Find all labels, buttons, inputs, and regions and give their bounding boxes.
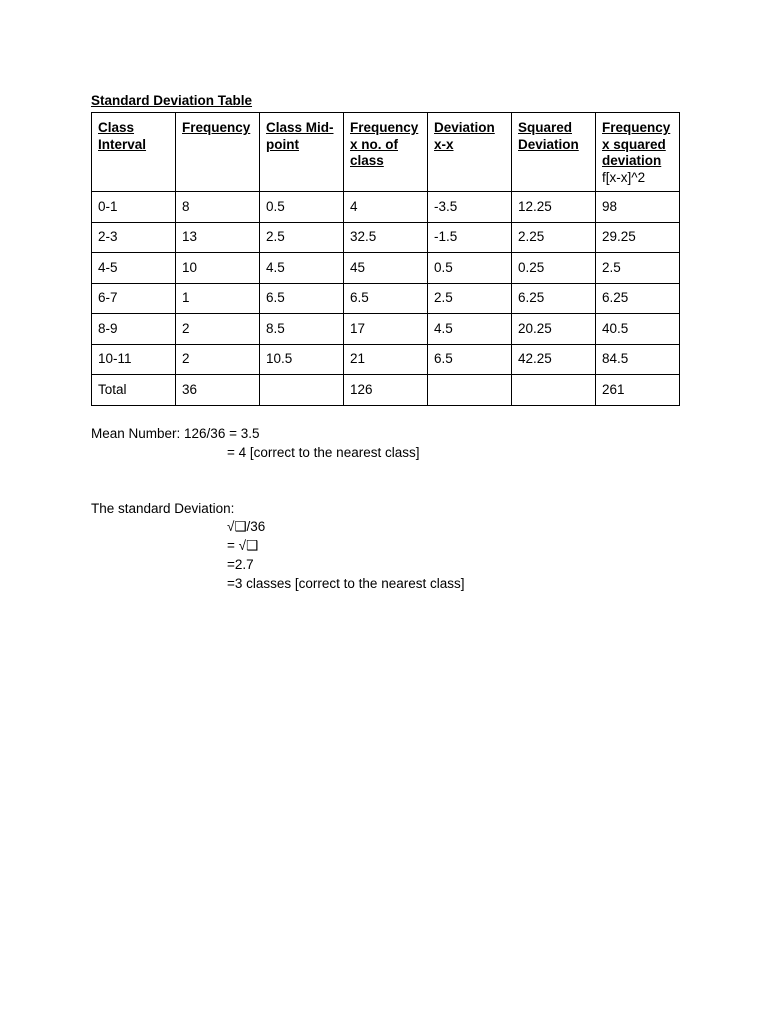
table-cell: 36 — [176, 375, 260, 406]
table-cell: 261 — [596, 375, 680, 406]
table-total-row — [92, 375, 680, 406]
table-cell: 4.5 — [260, 253, 344, 284]
table-title: Standard Deviation Table — [91, 93, 253, 108]
table-cell: 126 — [344, 375, 428, 406]
table-cell: Total — [92, 375, 176, 406]
table-cell: 10-11 — [92, 344, 176, 375]
mean-line-2: = 4 [correct to the nearest class] — [227, 445, 420, 460]
header-cell — [428, 113, 512, 192]
table-cell: 1 — [176, 283, 260, 314]
header-formula: f[x-x]^2 — [602, 169, 646, 185]
table-cell: 0.25 — [512, 253, 596, 284]
table-cell: 8.5 — [260, 314, 344, 345]
table-cell: 13 — [176, 222, 260, 253]
table-cell: 45 — [344, 253, 428, 284]
table-cell: 2.5 — [428, 283, 512, 314]
table-cell: 29.25 — [596, 222, 680, 253]
header-cell — [176, 113, 260, 192]
sd-heading: The standard Deviation: — [91, 501, 235, 516]
table-cell: 6.5 — [260, 283, 344, 314]
table-row — [92, 344, 680, 375]
table-cell: 40.5 — [596, 314, 680, 345]
table-row — [92, 253, 680, 284]
table-cell — [512, 375, 596, 406]
table-cell: 0.5 — [428, 253, 512, 284]
table-cell: 0.5 — [260, 192, 344, 223]
table-cell: 17 — [344, 314, 428, 345]
table-row — [92, 314, 680, 345]
table-cell: 42.25 — [512, 344, 596, 375]
header-label: Class Interval — [98, 120, 147, 152]
sd-line-2: = √❑ — [227, 538, 259, 553]
header-label: Frequency x squared deviation — [602, 120, 671, 168]
table-cell: 4-5 — [92, 253, 176, 284]
sd-line-4: =3 classes [correct to the nearest class] — [227, 576, 465, 591]
header-cell — [512, 113, 596, 192]
header-cell — [596, 113, 680, 192]
header-label: Class Mid-point — [266, 120, 334, 152]
header-label: Frequency x no. of class — [350, 120, 419, 168]
table-cell — [428, 375, 512, 406]
table-cell: 6.5 — [344, 283, 428, 314]
table-cell: 84.5 — [596, 344, 680, 375]
table-cell: 98 — [596, 192, 680, 223]
table-cell: -1.5 — [428, 222, 512, 253]
standard-deviation-table — [91, 112, 680, 406]
table-cell: 4.5 — [428, 314, 512, 345]
header-label: Frequency — [182, 120, 251, 135]
table-cell: 6.25 — [596, 283, 680, 314]
sd-line-3: =2.7 — [227, 557, 254, 572]
mean-line-1: Mean Number: 126/36 = 3.5 — [91, 426, 260, 441]
table-cell: 2 — [176, 344, 260, 375]
table-cell: 6-7 — [92, 283, 176, 314]
table-cell: 12.25 — [512, 192, 596, 223]
table-header-row — [92, 113, 680, 192]
table-cell: 8-9 — [92, 314, 176, 345]
table-row — [92, 222, 680, 253]
table-cell: 2 — [176, 314, 260, 345]
sd-line-1: √❑/36 — [227, 519, 266, 534]
table-cell: 32.5 — [344, 222, 428, 253]
table-cell: 2.5 — [260, 222, 344, 253]
table-cell: 0-1 — [92, 192, 176, 223]
table-cell: 10.5 — [260, 344, 344, 375]
header-label: Deviation x-x — [434, 120, 495, 152]
table-cell: 6.25 — [512, 283, 596, 314]
table-cell: -3.5 — [428, 192, 512, 223]
table-row — [92, 192, 680, 223]
header-cell — [260, 113, 344, 192]
table-cell: 21 — [344, 344, 428, 375]
table-cell: 20.25 — [512, 314, 596, 345]
table-cell — [260, 375, 344, 406]
header-cell — [92, 113, 176, 192]
table-cell: 2.25 — [512, 222, 596, 253]
table-cell: 2-3 — [92, 222, 176, 253]
table-cell: 10 — [176, 253, 260, 284]
header-label: Squared Deviation — [518, 120, 579, 152]
table-row — [92, 283, 680, 314]
table-cell: 8 — [176, 192, 260, 223]
table-cell: 4 — [344, 192, 428, 223]
table-cell: 6.5 — [428, 344, 512, 375]
header-cell — [344, 113, 428, 192]
table-cell: 2.5 — [596, 253, 680, 284]
